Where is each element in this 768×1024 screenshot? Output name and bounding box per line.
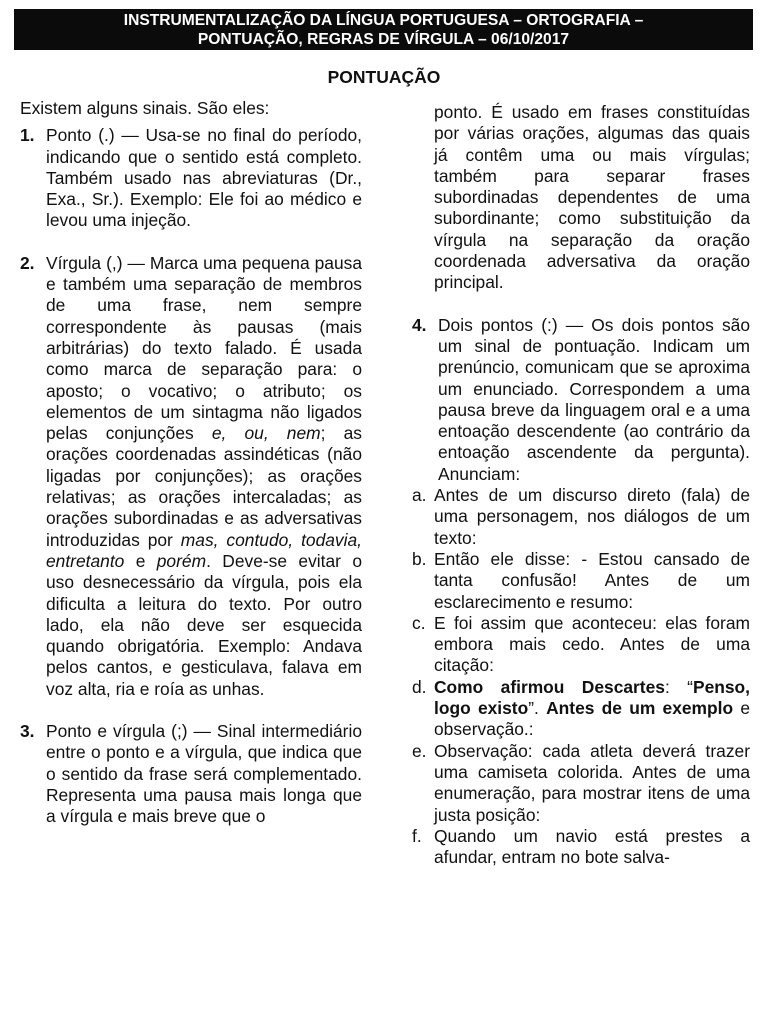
document-header — [14, 9, 753, 50]
item-number: 4. — [412, 314, 427, 335]
sub-item-label: a. — [412, 485, 427, 506]
list-item-ponto — [20, 125, 362, 231]
left-column — [20, 98, 362, 828]
list-item-ponto-e-virgula — [20, 721, 362, 827]
item-text — [46, 253, 362, 700]
sub-item-text: Quando um navio está prestes a afundar, entram no bote salva- — [434, 825, 750, 868]
bold-segment: Antes de um exemplo — [546, 698, 734, 719]
sub-item-text — [434, 677, 750, 741]
sub-item-c — [412, 613, 750, 677]
sub-item-label: c. — [412, 612, 426, 633]
sub-item-label: e. — [412, 740, 427, 761]
right-column — [412, 102, 750, 868]
header-line-2: PONTUAÇÃO, REGRAS DE VÍRGULA – 06/10/2017 — [197, 31, 570, 48]
text-segment: e — [124, 550, 157, 571]
list-item-virgula — [20, 253, 362, 700]
item-continuation: ponto. É usado em frases constituídas por várias orações, algumas das quais já contêm uma ou mais vírgulas; também para separar frases subordinadas dependentes de uma subordinante; como substituição da vírgula na separação da oração coordenada adversativa da oração principal. — [434, 102, 750, 293]
sub-item-label: d. — [412, 676, 427, 697]
sub-item-e — [412, 741, 750, 826]
italic-segment: porém — [156, 550, 207, 571]
item-number: 1. — [20, 125, 35, 146]
sub-item-a — [412, 485, 750, 549]
page-title: PONTUAÇÃO — [327, 67, 441, 87]
text-segment: Vírgula (,) — Marca uma pequena pausa e também uma separação de membros de uma frase, nem sempre correspondente às pausas (mais arbitrárias) do texto falado. É usada como marca de separação para: o aposto; o vocativo; o atributo; os elementos de um sintagma não ligados pelas conjunções — [46, 252, 362, 444]
bold-segment: Penso, logo existo — [434, 676, 750, 719]
sub-item-label: f. — [412, 825, 422, 846]
text-segment: : “ — [664, 676, 693, 697]
sub-item-d — [412, 677, 750, 741]
text-segment: . Deve-se evitar o uso desnecessário da vírgula, pois ela dificulta a leitura do texto. Por outro lado, ela não deve ser esquecida quando obrigatória. Exemplo: Andava pelos cantos, e gesticulava, falava em voz alta, ria e roía as unhas. — [46, 550, 362, 699]
italic-segment: e, ou, nem — [211, 423, 321, 444]
italic-segment: mas, contudo, todavia, entretanto — [46, 529, 362, 571]
sub-item-text: Antes de um discurso direto (fala) de uma personagem, nos diálogos de um texto: — [434, 485, 750, 548]
sub-item-text: E foi assim que aconteceu: elas foram embora mais cedo. Antes de uma citação: — [434, 612, 750, 676]
item-number: 2. — [20, 252, 35, 273]
sub-item-text: Observação: cada atleta deverá trazer uma camiseta colorida. Antes de uma enumeração, para mostrar itens de uma justa posição: — [434, 740, 750, 825]
text-segment: ; as orações coordenadas assindéticas (não ligadas por conjunções); as orações relativas; as orações intercaladas; as orações subordinadas e as adversativas introduzidas por — [46, 423, 362, 550]
sub-item-text: Então ele disse: - Estou cansado de tanta confusão! Antes de um esclarecimento e resumo: — [434, 548, 750, 612]
text-segment: ”. — [528, 698, 547, 719]
text-segment: e observação.: — [434, 698, 750, 740]
sub-item-b — [412, 549, 750, 613]
intro-text: Existem alguns sinais. São eles: — [20, 98, 270, 118]
item-text: Dois pontos (:) — Os dois pontos são um sinal de pontuação. Indicam um prenúncio, comunicam que se aproxima um enunciado. Correspondem a uma pausa breve da linguagem oral e a uma entoação descendente (ao contrário da entoação ascendente da pergunta). Anunciam: — [438, 314, 750, 484]
item-text: Ponto e vírgula (;) — Sinal intermediário entre o ponto e a vírgula, que indica que o sentido da frase será complementado. Representa uma pausa mais longa que a vírgula e mais breve que o — [46, 721, 362, 827]
item-text: Ponto (.) — Usa-se no final do período, indicando que o sentido está completo. Também usado nas abreviaturas (Dr., Exa., Sr.). Exemplo: Ele foi ao médico e levou uma injeção. — [46, 125, 362, 231]
sub-item-label: b. — [412, 548, 427, 569]
bold-segment: Como afirmou Descartes — [434, 676, 665, 697]
item-number: 3. — [20, 721, 35, 742]
header-line-1: INSTRUMENTALIZAÇÃO DA LÍNGUA PORTUGUESA – ORTOGRAFIA – — [123, 12, 644, 29]
list-item-dois-pontos — [412, 315, 750, 485]
sub-item-f — [412, 826, 750, 869]
